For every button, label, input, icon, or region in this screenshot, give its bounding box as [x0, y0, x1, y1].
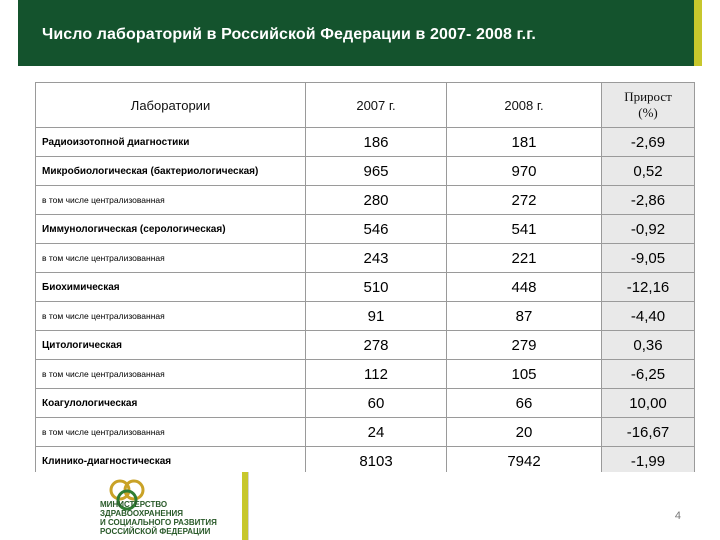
header-2008: 2008 г.: [447, 83, 602, 128]
row-growth: -0,92: [602, 215, 695, 244]
row-value-2007: 965: [306, 157, 447, 186]
table-header-row: [36, 83, 695, 128]
row-value-2008: 66: [447, 389, 602, 418]
row-name: Биохимическая: [36, 273, 306, 302]
row-growth: -9,05: [602, 244, 695, 273]
row-name: в том числе централизованная: [36, 418, 306, 447]
row-value-2007: 91: [306, 302, 447, 331]
table-row: [36, 418, 695, 447]
row-growth: -2,69: [602, 128, 695, 157]
logo-line: ЗДРАВООХРАНЕНИЯ: [100, 509, 183, 518]
footer-bar: [18, 472, 702, 540]
row-name: Иммунологическая (серологическая): [36, 215, 306, 244]
row-value-2008: 279: [447, 331, 602, 360]
table-row: [36, 157, 695, 186]
header-growth-label: Прирост: [624, 89, 672, 104]
row-growth: -4,40: [602, 302, 695, 331]
table-row: [36, 128, 695, 157]
row-value-2008: 970: [447, 157, 602, 186]
row-growth: 10,00: [602, 389, 695, 418]
row-growth: -16,67: [602, 418, 695, 447]
table-row: [36, 389, 695, 418]
row-value-2008: 105: [447, 360, 602, 389]
row-value-2008: 221: [447, 244, 602, 273]
row-name: Радиоизотопной диагностики: [36, 128, 306, 157]
table-row: [36, 273, 695, 302]
row-value-2007: 243: [306, 244, 447, 273]
row-value-2008: 181: [447, 128, 602, 157]
table-row: [36, 360, 695, 389]
row-value-2008: 272: [447, 186, 602, 215]
header-growth: [602, 83, 695, 128]
logo-line: РОССИЙСКОЙ ФЕДЕРАЦИИ: [100, 527, 211, 536]
row-value-2007: 112: [306, 360, 447, 389]
row-value-2008: 448: [447, 273, 602, 302]
row-name: Цитологическая: [36, 331, 306, 360]
row-value-2007: 186: [306, 128, 447, 157]
title-accent-stripe: [694, 0, 702, 66]
laboratories-table: [35, 82, 695, 476]
row-growth: -6,25: [602, 360, 695, 389]
footer-panel: [248, 472, 703, 540]
table-row: [36, 186, 695, 215]
ministry-logo-text: [100, 500, 217, 536]
row-name: Коагулологическая: [36, 389, 306, 418]
row-growth: 0,36: [602, 331, 695, 360]
row-name: в том числе централизованная: [36, 186, 306, 215]
page-number: 4: [674, 510, 681, 522]
title-bar: [18, 0, 702, 66]
logo-line: МИНИСТЕРСТВО: [100, 500, 168, 509]
row-name: Клинико-диагностическая: [36, 447, 306, 476]
table-row: [36, 215, 695, 244]
ministry-logo: [18, 472, 242, 540]
row-growth: -12,16: [602, 273, 695, 302]
row-value-2007: 280: [306, 186, 447, 215]
row-value-2008: 541: [447, 215, 602, 244]
row-name: в том числе централизованная: [36, 302, 306, 331]
row-growth: 0,52: [602, 157, 695, 186]
header-2007: 2007 г.: [306, 83, 447, 128]
row-growth: -2,86: [602, 186, 695, 215]
row-value-2007: 8103: [306, 447, 447, 476]
table-row: [36, 331, 695, 360]
row-name: в том числе централизованная: [36, 360, 306, 389]
row-value-2008: 20: [447, 418, 602, 447]
row-name: Микробиологическая (бактериологическая): [36, 157, 306, 186]
table-row: [36, 302, 695, 331]
row-value-2007: 510: [306, 273, 447, 302]
header-laboratories: Лаборатории: [36, 83, 306, 128]
table-row: [36, 244, 695, 273]
row-name: в том числе централизованная: [36, 244, 306, 273]
page-title: Число лабораторий в Российской Федерации в 2007- 2008 г.г.: [42, 26, 536, 43]
row-value-2007: 24: [306, 418, 447, 447]
row-value-2007: 60: [306, 389, 447, 418]
row-value-2008: 87: [447, 302, 602, 331]
row-value-2007: 546: [306, 215, 447, 244]
row-value-2007: 278: [306, 331, 447, 360]
row-growth: -1,99: [602, 447, 695, 476]
row-value-2008: 7942: [447, 447, 602, 476]
header-growth-unit: (%): [638, 105, 658, 120]
logo-line: И СОЦИАЛЬНОГО РАЗВИТИЯ: [100, 518, 217, 527]
